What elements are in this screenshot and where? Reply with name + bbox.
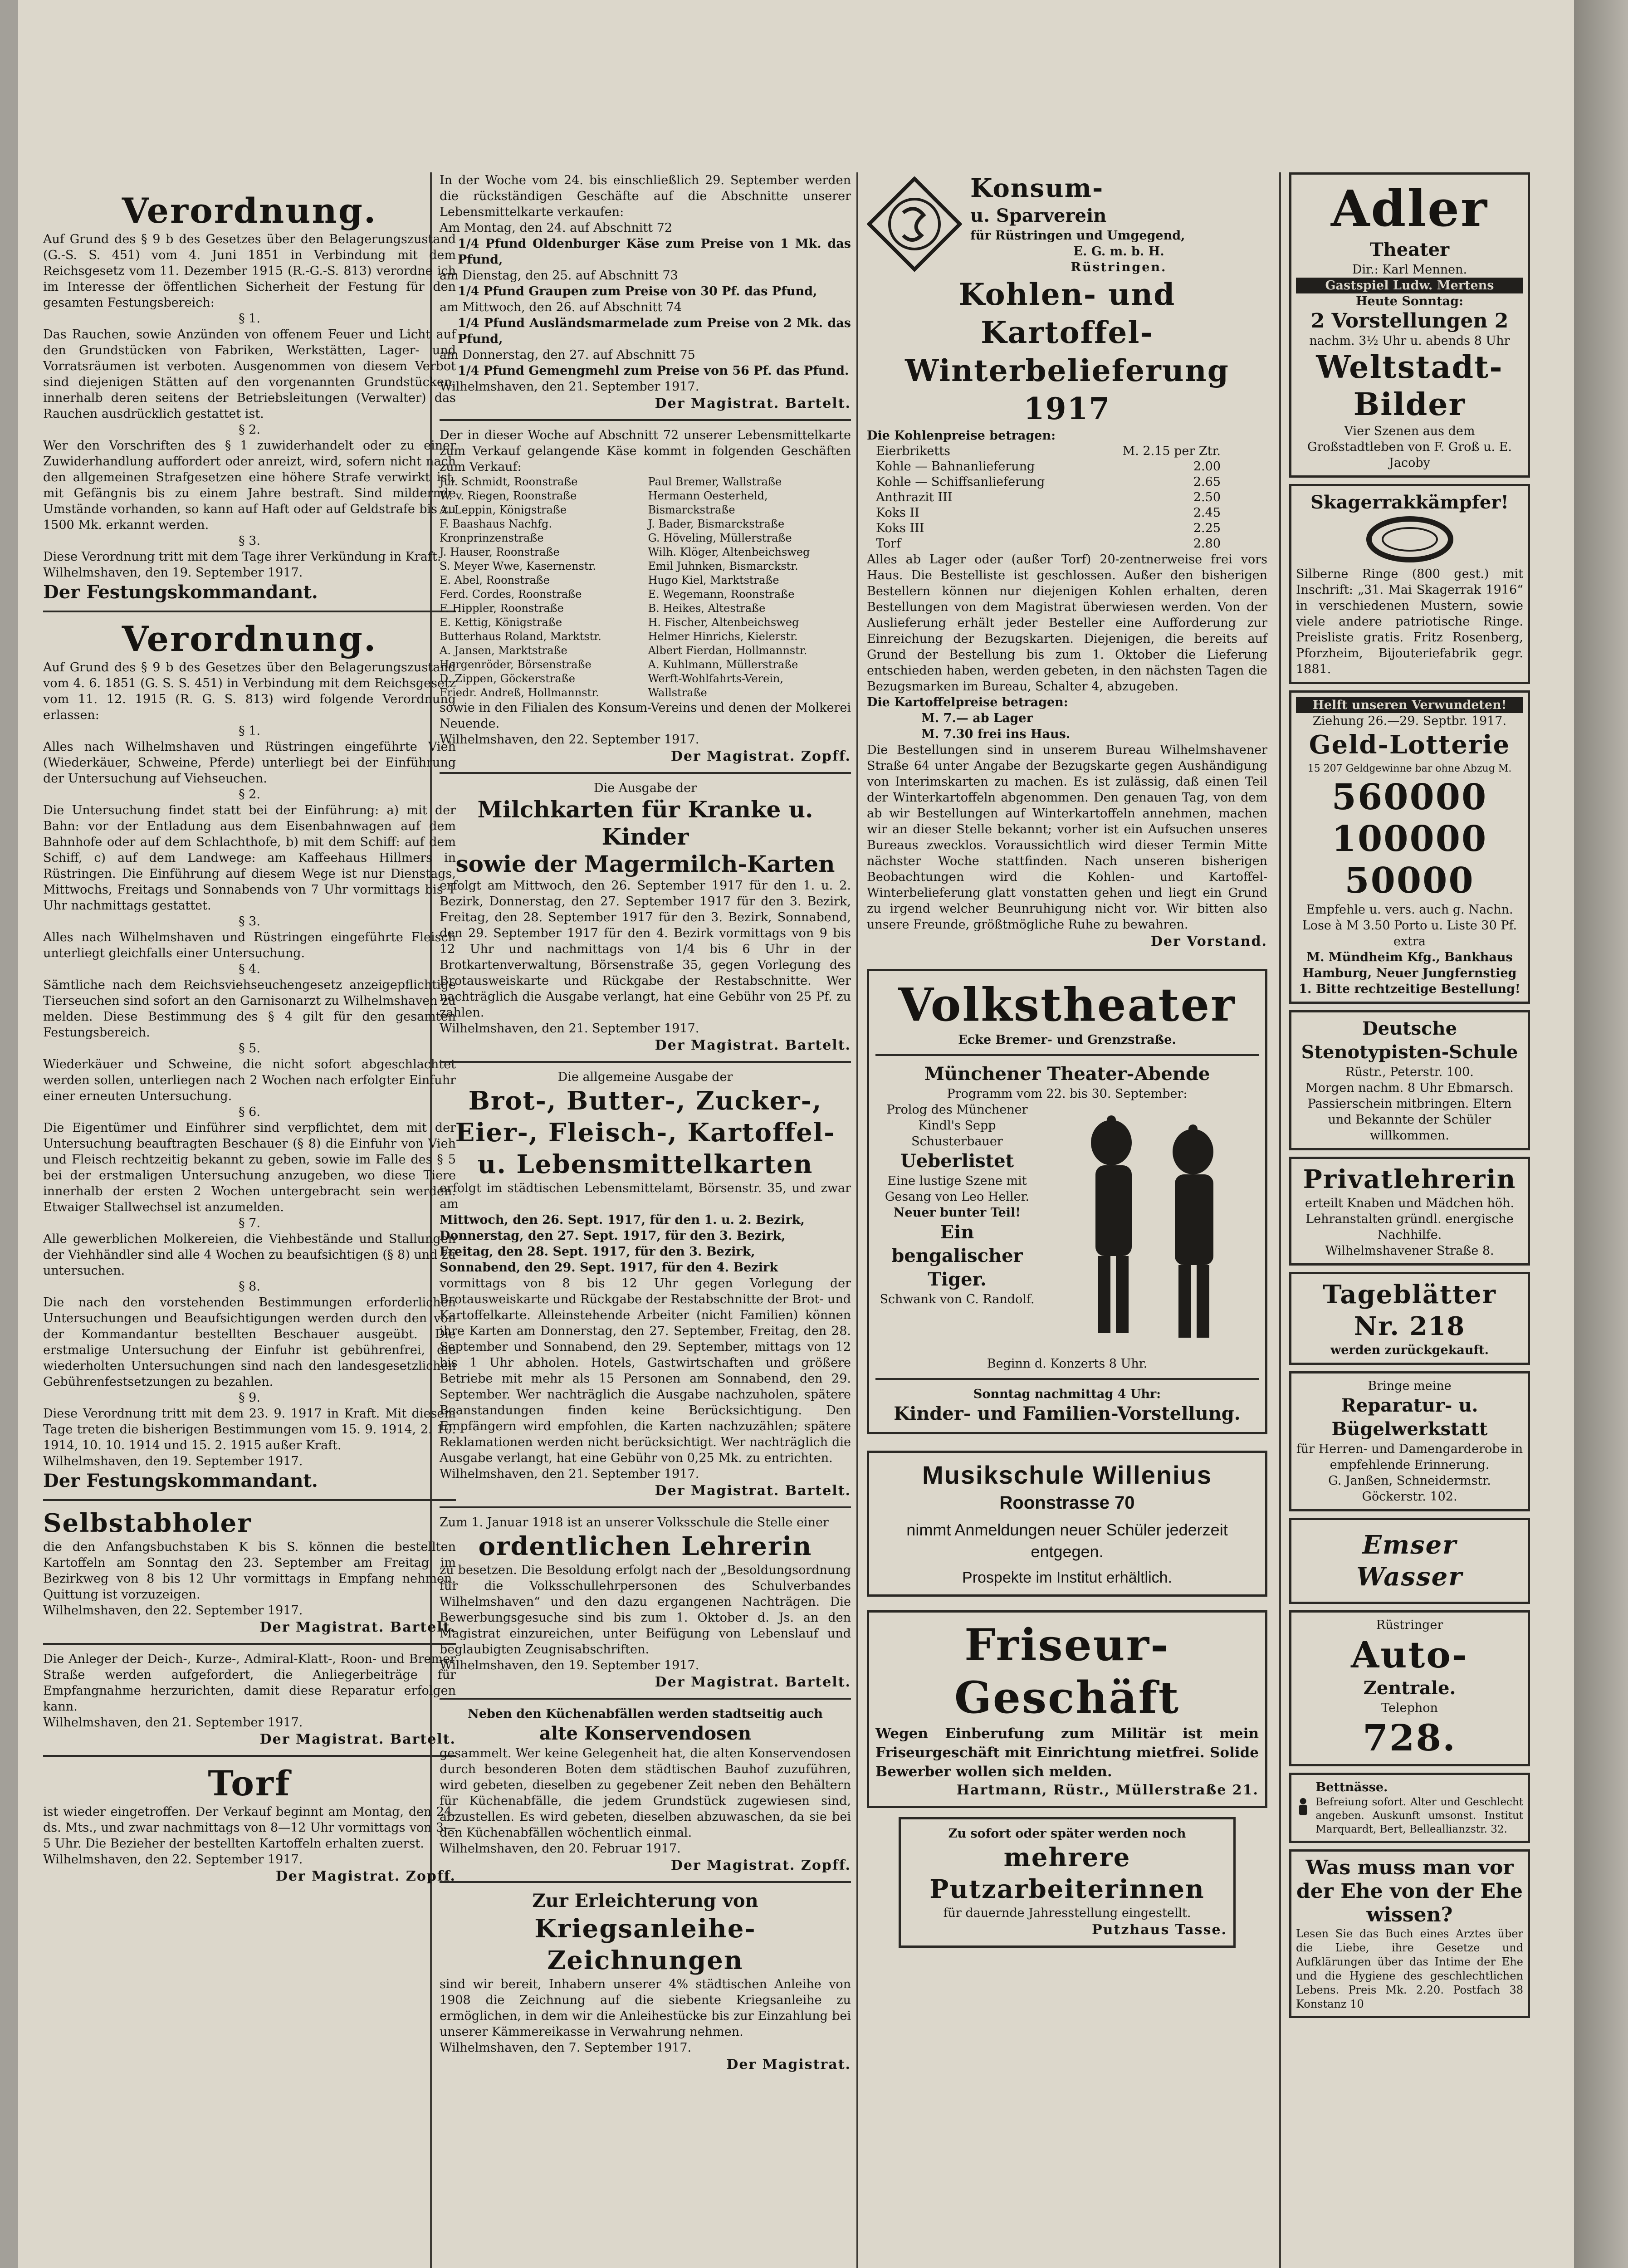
- price-item: Koks III: [876, 521, 924, 535]
- shop-list-item: Ferd. Cordes, Roonstraße: [440, 588, 582, 601]
- date-line: Wilhelmshaven, den 21. September 1917.: [440, 1467, 699, 1481]
- shop-list-item: W. v. Riegen, Roonstraße: [440, 489, 577, 502]
- kaese-rows: [440, 220, 851, 379]
- signature: Der Magistrat. Zopff.: [670, 748, 851, 764]
- adler-title: Adler: [1331, 179, 1488, 238]
- shop-list-item: F. Hippler, Roonstraße: [440, 602, 564, 615]
- musikschule-ad: [867, 1451, 1267, 1597]
- paragraph-marker: § 3.: [239, 914, 260, 929]
- signature: Der Magistrat. Bartelt.: [655, 396, 851, 411]
- kohlen-text: Alles ab Lager oder (außer Torf) 20-zentnerweise frei vors Haus. Die Bestelliste ist geschlossen. Außer den bisherigen Bestellern können nur diejenigen Kohlen erhalten, deren Bestellungen von dem Magistrat überwiesen werden. Von der Auslieferung erhält jeder Besteller eine Aufforderung zur Einreichung der Bezugskarten. Diejenigen, die bereits auf Grund der Bestellung bis zum 1. Oktober die Lieferung entschieden haben, werden gebeten, in den nächsten Tagen die Bezugsmarken im Bureau, Schalter 4, abzugeben.: [867, 552, 1267, 694]
- price-value: 2.65: [1193, 475, 1221, 489]
- separator: [43, 1643, 456, 1645]
- auto-sub: Zentrale.: [1363, 1677, 1456, 1699]
- shop-list-item: Hergenröder, Börsenstraße: [440, 658, 592, 671]
- lot-amount: 560000: [1331, 777, 1488, 818]
- verordnung-1-text: Wer den Vorschriften des § 1 zuwiderhandelt oder zu einer Zuwiderhandlung auffordert oder anreizt, wird, sofern nicht nach den allgemeinen Strafgesetzen eine höhere Strafe verwirkt ist, mit Gefängnis bis zu einem Jahre bestraft. Sind mildernde Umstände vorhanden, so kann auf Haft oder auf Geldstrafe bis zu 1500 Mk. erkannt werden.: [43, 439, 456, 532]
- lot-sig: M. Mündheim Kfg., Bankhaus Hamburg, Neuer Jungfernstieg 1. Bitte rechtzeitige Bestellung!: [1299, 950, 1520, 996]
- adler-vorst: 2 Vorstellungen 2: [1310, 309, 1509, 332]
- tage-sub: werden zurückgekauft.: [1330, 1343, 1489, 1357]
- verordnung-2-text: Diese Verordnung tritt mit dem 23. 9. 1917 in Kraft. Mit diesem Tage treten die bisherigen Bestimmungen vom 15. 9. 1914, 2. 10. 1914, 10. 10. 1914 und 15. 2. 1915 außer Kraft.: [43, 1407, 456, 1452]
- price-value: 2.45: [1193, 506, 1221, 520]
- kaese-row: am Dienstag, den 25. auf Abschnitt 73: [440, 269, 678, 283]
- adler-sonntag: Heute Sonntag:: [1356, 294, 1463, 308]
- brot-days: [440, 1212, 851, 1276]
- shop-list-item: Wallstraße: [648, 686, 707, 699]
- price-value: 2.25: [1193, 521, 1221, 535]
- lotterie-ad: [1289, 690, 1530, 1004]
- konsum-title: u. Sparverein: [970, 205, 1107, 226]
- shop-list-item: Jul. Schmidt, Roonstraße: [440, 475, 578, 488]
- lot-amount: 100000: [1331, 818, 1488, 860]
- vt-body: [875, 1102, 1259, 1356]
- milch-title: sowie der Magermilch-Karten: [455, 850, 835, 877]
- kart-price: M. 7.— ab Lager: [921, 711, 1033, 725]
- shop-list-item: E. Abel, Roonstraße: [440, 574, 550, 587]
- adler-piece: Weltstadt-Bilder: [1316, 349, 1503, 423]
- pz-pre: Zu sofort oder später werden noch: [948, 1827, 1186, 1841]
- priv-addr: Wilhelmshavener Straße 8.: [1325, 1244, 1494, 1258]
- date-line: Wilhelmshaven, den 22. September 1917.: [440, 733, 699, 747]
- price-row: [876, 459, 1221, 474]
- verordnung-2-text: Alles nach Wilhelmshaven und Rüstringen eingeführte Fleisch unterliegt gleichfalls einer Untersuchung.: [43, 930, 456, 960]
- emser-wasser-ad: [1289, 1518, 1530, 1604]
- kaese-row: Am Montag, den 24. auf Abschnitt 72: [440, 221, 672, 235]
- ms-foot: Prospekte im Institut erhältlich.: [962, 1569, 1172, 1586]
- pz-text: für dauernde Jahresstellung eingestellt.: [943, 1906, 1191, 1920]
- signature: Der Magistrat. Bartelt.: [655, 1483, 851, 1499]
- sk-title: Skagerrakkämpfer!: [1310, 492, 1509, 513]
- price-value: 2.50: [1193, 490, 1221, 504]
- shop-list: [440, 475, 851, 700]
- ms-title: Musikschule Willenius: [922, 1461, 1212, 1489]
- paragraph-marker: § 2.: [239, 787, 260, 802]
- shop-list-item: Werft-Wohlfahrts-Verein,: [648, 672, 784, 685]
- shop-list-item: Albert Fierdan, Hollmannstr.: [648, 644, 807, 657]
- paragraph-marker: § 6.: [239, 1105, 260, 1119]
- column-1: [43, 172, 456, 1886]
- vt-sunday: Sonntag nachmittag 4 Uhr:: [973, 1387, 1161, 1401]
- emser-line: Emser: [1362, 1530, 1457, 1560]
- shop-list-item: Friedr. Andreß, Hollmannstr.: [440, 686, 599, 699]
- verordnung-2-intro: Auf Grund des § 9 b des Gesetzes über den Belagerungszustand vom 4. 6. 1851 (G. S. S. 451) in Verbindung mit dem Reichsgesetz vom 11. 12. 1915 (R. G. S. 813) wird folgende Verordnung erlassen:: [43, 660, 456, 722]
- kaese-row: 1/4 Pfund Gemengmehl zum Preise von 56 Pf. das Pfund.: [458, 364, 849, 378]
- vt-piece2-sub: Schwank von C. Randolf.: [880, 1292, 1035, 1306]
- signature: Der Magistrat. Bartelt.: [655, 1674, 851, 1690]
- list-tail: sowie in den Filialen des Konsum-Vereins und denen der Molkerei Neuende.: [440, 701, 851, 731]
- brot-day: Freitag, den 28. Sept. 1917, für den 3. Bezirk,: [440, 1245, 755, 1259]
- selbstabholer-title: Selbstabholer: [43, 1508, 252, 1538]
- milch-pre: Die Ausgabe der: [594, 781, 697, 795]
- auto-title: Auto-: [1351, 1633, 1468, 1676]
- vt-piece1: Ueberlistet: [900, 1150, 1014, 1172]
- separator: [440, 772, 851, 774]
- shop-list-item: Paul Bremer, Wallstraße: [648, 475, 782, 488]
- shop-list-item: F. Baashaus Nachfg.: [440, 518, 552, 530]
- lot-head: Helft unseren Verwundeten!: [1296, 697, 1523, 713]
- separator: [440, 1061, 851, 1063]
- konsum-city: Rüstringen.: [1071, 260, 1167, 274]
- paragraph-marker: § 9.: [239, 1391, 260, 1405]
- konsum-title: Konsum-: [970, 173, 1104, 203]
- vt-sub: Münchener Theater-Abende: [924, 1063, 1210, 1085]
- milch-title: Milchkarten für Kranke u. Kinder: [477, 796, 813, 850]
- verordnung-1-text: Diese Verordnung tritt mit dem Tage ihrer Verkündung in Kraft.: [43, 550, 441, 564]
- fr-sig: Hartmann, Rüstr., Müllerstraße 21.: [956, 1782, 1259, 1798]
- verordnung-2-text: Alle gewerblichen Molkereien, die Viehbestände und Stallungen der Viehhändler sind alle 4 Wochen zu beaufsichtigen (§ 8) und zu untersuchen.: [43, 1232, 456, 1278]
- paragraph-marker: § 7.: [239, 1216, 260, 1230]
- putz-ad: [899, 1817, 1236, 1948]
- steno-title: Stenotypisten-Schule: [1301, 1041, 1518, 1063]
- ring-icon: [1364, 514, 1455, 564]
- kaese-row: 1/4 Pfund Oldenburger Käse zum Preise von 1 Mk. das Pfund,: [458, 237, 851, 267]
- signature: Der Festungskommandant.: [43, 582, 318, 603]
- verordnung-2-text: Die nach den vorstehenden Bestimmungen erforderlichen Untersuchungen und Beaufsichtigungen werden durch den von der Kommandantur bestellten Beschauer ausgeübt. Die erstmalige Untersuchung der Einfuhr ist gebührenfrei, die wiederholten Untersuchungen sind nach den landesgesetzlichen Gebührenfestsetzungen zu bezahlen.: [43, 1295, 456, 1389]
- price-row: [876, 521, 1221, 536]
- konsum-header: [867, 172, 1267, 275]
- tage-nr: Nr. 218: [1354, 1311, 1466, 1341]
- shop-list-item: G. Höveling, Müllerstraße: [648, 532, 792, 544]
- vt-piece1-sub: Eine lustige Szene mit Gesang von Leo Heller.: [885, 1174, 1030, 1204]
- brot-day: Mittwoch, den 26. Sept. 1917, für den 1. u. 2. Bezirk,: [440, 1213, 805, 1227]
- wm-title: Was muss man vor der Ehe von der Ehe wissen?: [1296, 1856, 1523, 1926]
- shop-list-item: Kronprinzenstraße: [440, 532, 544, 544]
- shop-list-item: Bismarckstraße: [648, 503, 735, 516]
- date-line: Wilhelmshaven, den 22. September 1917.: [43, 1603, 303, 1618]
- privatlehrerin-ad: [1289, 1157, 1530, 1266]
- separator: [43, 1755, 456, 1757]
- auto-num: 728.: [1363, 1716, 1457, 1759]
- separator: [43, 1499, 456, 1501]
- separator: [875, 1378, 1259, 1380]
- auto-zentrale-ad: [1289, 1610, 1530, 1766]
- paragraph-marker: § 1.: [239, 724, 260, 738]
- selbstabholer-text: die den Anfangsbuchstaben K bis S. können die bestellten Kartoffeln am Sonntag den 23. September am Freitag im Bezirkweg von 8 bis 12 Uhr vormittags in Empfang nehmen. Quittung ist vorzuzeigen.: [43, 1540, 456, 1602]
- signature: Der Magistrat.: [726, 2057, 851, 2072]
- shop-list-item: Wilh. Klöger, Altenbeichsweg: [648, 546, 810, 558]
- rep-sig: G. Janßen, Schneidermstr. Göckerstr. 102.: [1328, 1474, 1491, 1504]
- pz-title: mehrere Putzarbeiterinnen: [929, 1843, 1205, 1904]
- steno-title: Deutsche: [1362, 1018, 1457, 1039]
- lot-title: Geld-Lotterie: [1309, 730, 1511, 760]
- paragraph-marker: § 5.: [239, 1041, 260, 1056]
- signature: Der Festungskommandant.: [43, 1470, 318, 1491]
- shop-list-item: H. Fischer, Altenbeichsweg: [648, 616, 799, 629]
- ms-text: nimmt Anmeldungen neuer Schüler jederzeit entgegen.: [906, 1520, 1228, 1561]
- shop-list-item: Helmer Hinrichs, Kielerstr.: [648, 630, 798, 643]
- paragraph-marker: § 4.: [239, 962, 260, 976]
- brot-day: Donnerstag, den 27. Sept. 1917, für den 3. Bezirk,: [440, 1229, 786, 1243]
- price-row: [876, 490, 1221, 505]
- anleger-text: Die Anleger der Deich-, Kurze-, Admiral-Klatt-, Roon- und Bremer Straße werden aufgefordert, die Anliegerbeiträge für Empfangnahme herzurichten, damit diese Reparatur erfolgen kann.: [43, 1652, 456, 1714]
- sk-text: Silberne Ringe (800 gest.) mit Inschrift: „31. Mai Skagerrak 1916“ in verschiedenen Mustern, sowie viele andere patriotische Ringe. Preisliste gratis. Fritz Rosenberg, Pforzheim, Bijouteriefabrik gegr. 1881.: [1296, 567, 1523, 676]
- ms-addr: Roonstrasse 70: [999, 1493, 1135, 1513]
- column-rule: [1279, 172, 1281, 2268]
- page-edge-shadow: [1574, 0, 1628, 2268]
- shop-list-item: A. Kuhlmann, Müllerstraße: [648, 658, 798, 671]
- price-table: [876, 444, 1221, 552]
- signature: Der Magistrat. Bartelt.: [655, 1037, 851, 1053]
- kaese-row: 1/4 Pfund Ausländsmarmelade zum Preise von 2 Mk. das Pfund,: [458, 316, 851, 346]
- paragraph-marker: § 2.: [239, 423, 260, 437]
- kaese-row: 1/4 Pfund Graupen zum Preise von 30 Pf. das Pfund,: [458, 284, 817, 298]
- price-row: [876, 505, 1221, 521]
- list-head: Der in dieser Woche auf Abschnitt 72 unserer Lebensmittelkarte zum Verkauf gelangende Käse kommt in folgenden Geschäften zum Verkauf:: [440, 428, 851, 474]
- priv-text: erteilt Knaben und Mädchen höh. Lehranstalten gründl. energische Nachhilfe.: [1305, 1196, 1515, 1242]
- adler-gast: Gastspiel Ludw. Mertens: [1296, 278, 1523, 293]
- shop-list-item: B. Heikes, Altestraße: [648, 602, 766, 615]
- tageblaetter-ad: [1289, 1272, 1530, 1365]
- signature: Der Magistrat. Bartelt.: [259, 1731, 456, 1747]
- priv-title: Privatlehrerin: [1303, 1164, 1516, 1194]
- konserven-text: gesammelt. Wer keine Gelegenheit hat, die alten Konservendosen durch besonderen Boten dem städtischen Bauhof zuzuführen, wird gebeten, dieselben zu gegebener Zeit neben den Behältern für Küchenabfälle, die jedem Grundstück zugewiesen sind, abzustellen. Es wird gebeten, dieselben abzuwaschen, da sie bei den Küchenabfällen wöchentlich einmal.: [440, 1746, 851, 1840]
- shop-list-item: Emil Juhnken, Bismarckstr.: [648, 560, 798, 572]
- kaese-row: am Donnerstag, den 27. auf Abschnitt 75: [440, 348, 695, 362]
- verordnung-2-text: Die Untersuchung findet statt bei der Einführung: a) mit der Bahn: vor der Entladung aus dem Eisenbahnwagen auf dem Bahnhofe oder auf dem Schlachthofe, b) mit dem Schiff: auf dem Schiff, c) auf dem Landwege: am Kaffeehaus Hillmers in Rüstringen. Die Einführung auf diesem Wege ist nur Dienstags, Mittwochs, Freitags und Sonnabends von 7 Uhr vormittags bis 1 Uhr nachmittags gestattet.: [43, 803, 456, 913]
- shop-list-item: A. Leppin, Königstraße: [440, 503, 567, 516]
- brot-title: Brot-, Butter-, Zucker-, Eier-, Fleisch-, Kartoffel- u. Lebensmittelkarten: [455, 1086, 836, 1179]
- konserven-pre: Neben den Küchenabfällen werden stadtseitig auch: [468, 1707, 823, 1721]
- verordnung-2-text: Die Eigentümer und Einführer sind verpflichtet, dem mit der Untersuchung beauftragten Beschauer (§ 8) die Einfuhr von Vieh und Fleisch rechtzeitig bekannt zu geben, sowie im Falle des § 5 bei der erstmaligen Untersuchung anzugeben, wo diese Tiere innerhalb der ersten 2 Wochen untergebracht sein werden. Etwaiger Stallwechsel ist anzumelden.: [43, 1121, 456, 1214]
- lot-zieh: Ziehung 26.—29. Septbr. 1917.: [1312, 714, 1507, 728]
- fr-title: Friseur-Geschäft: [954, 1619, 1180, 1723]
- konsum-egmbh: E. G. m. b. H.: [1073, 244, 1164, 259]
- reparatur-ad: [1289, 1371, 1530, 1511]
- vt-new: Neuer bunter Teil!: [893, 1206, 1021, 1220]
- steno-text: Morgen nachm. 8 Uhr Ebmarsch. Passierschein mitbringen. Eltern und Bekannte der Schüler willkommen.: [1305, 1081, 1514, 1143]
- shop-list-item: J. Hauser, Roonstraße: [440, 546, 560, 558]
- verordnung-1-text: Das Rauchen, sowie Anzünden von offenem Feuer und Licht auf den Grundstücken von Fabriken, Werkstätten, Lager- und Vorratsräumen ist verboten. Ausgenommen von diesem Verbot sind diejenigen Stätten auf den vorgenannten Grundstücken, innerhalb deren seitens der Betriebsleitungen (Verwalter) das Rauchen ausdrücklich gestattet ist.: [43, 327, 456, 421]
- adler-dir: Dir.: Karl Mennen.: [1352, 263, 1467, 277]
- separator: [440, 1698, 851, 1700]
- kohlen-title: Kohlen- und Kartoffel-: [958, 277, 1176, 350]
- date-line: Wilhelmshaven, den 19. September 1917.: [43, 1454, 303, 1468]
- friseur-ad: [867, 1610, 1267, 1808]
- konsum-sub: für Rüstringen und Umgegend,: [970, 229, 1185, 243]
- fr-text: Wegen Einberufung zum Militär ist mein Friseurgeschäft mit Einrichtung mietfrei. Solide Bewerber wollen sich melden.: [875, 1725, 1259, 1780]
- vt-piece2: Ein bengalischer Tiger.: [891, 1222, 1023, 1290]
- vt-prolog: Prolog des Münchener Kindl's Sepp Schusterbauer: [886, 1103, 1028, 1149]
- volkstheater-ad: [867, 969, 1267, 1434]
- two-policemen-illustration-icon: [1043, 1102, 1256, 1356]
- date-line: Wilhelmshaven, den 21. September 1917.: [43, 1716, 303, 1730]
- date-line: Wilhelmshaven, den 22. September 1917.: [43, 1853, 303, 1867]
- lehrer-pre: Zum 1. Januar 1918 ist an unserer Volksschule die Stelle einer: [440, 1515, 829, 1530]
- auto-pre: Rüstringer: [1376, 1618, 1443, 1632]
- paragraph-marker: § 8.: [239, 1280, 260, 1294]
- separator: [440, 419, 851, 421]
- separator: [440, 1506, 851, 1508]
- auto-tel: Telephon: [1381, 1701, 1438, 1715]
- price-value: M. 2.15 per Ztr.: [1122, 444, 1221, 458]
- kaese-row: am Mittwoch, den 26. auf Abschnitt 74: [440, 300, 682, 314]
- torf-text: ist wieder eingetroffen. Der Verkauf beginnt am Montag, den 24. ds. Mts., und zwar nachmittags von 8—12 Uhr vormittags von 3—5 Uhr. Die Bezieher der bestellten Kartoffeln erhalten zuerst.: [43, 1805, 456, 1851]
- konserven-title: alte Konservendosen: [539, 1723, 752, 1744]
- signature: Der Magistrat. Zopff.: [275, 1868, 456, 1884]
- kart-price: M. 7.30 frei ins Haus.: [921, 727, 1071, 741]
- verordnung-2-text: Alles nach Wilhelmshaven und Rüstringen eingeführte Vieh (Wiederkäuer, Schweine, Pferde) unterliegt bei der Einführung der Untersuchung auf Viehseuchen.: [43, 740, 456, 786]
- adler-piece-sub: Vier Szenen aus dem Großstadtleben von F. Groß u. E. Jacoby: [1307, 424, 1512, 470]
- price-value: 2.80: [1193, 537, 1221, 551]
- separator: [875, 1054, 1259, 1056]
- milch-text: erfolgt am Mittwoch, den 26. September 1917 für den 1. u. 2. Bezirk, Donnerstag, den 27. September 1917 für den 3. Bezirk, Freitag, den 28. September 1917 für den 3. Bezirk, Sonnabend, den 29. September 1917 für den 4. Bezirk vormittags von 9 bis 12 Uhr und nachmittags von 1/4 bis 6 Uhr in der Brotkartenverwaltung, Börsenstraße 35, gegen Vorlegung des Brotausweiskarte und Rückgabe der Restabschnitte. Wer nachträglich die Ausgabe verlangt, hat eine Gebühr von 25 Pf. zu zahlen.: [440, 879, 851, 1020]
- vt-prog: Programm vom 22. bis 30. September:: [947, 1087, 1188, 1101]
- kriegs-pre: Zur Erleichterung von: [532, 1890, 758, 1911]
- verordnung-2-text: Sämtliche nach dem Reichsviehseuchengesetz anzeigepflichtige Tierseuchen sind sofort an den Garnisonarzt zu Wilhelmshaven zu melden. Diese Bestimmung des § 4 gilt für den gesamten Festungsbereich.: [43, 978, 456, 1040]
- price-item: Kohle — Schiffsanlieferung: [876, 475, 1045, 489]
- kriegs-title: Kriegsanleihe-Zeichnungen: [534, 1914, 756, 1975]
- kart-text: Die Bestellungen sind in unserem Bureau Wilhelmshavener Straße 64 unter Angabe der Bezugskarte gegen Aushändigung von Interimskarten zu machen. Es ist zulässig, daß einen Teil der Winterkartoffeln abgenommen. Den genauen Tag, von dem ab wir Bestellungen auf Winterkartoffeln annehmen, machen wir an dieser Stelle bekannt; vorher ist ein Aufsuchen unseres Bureaus zwecklos. Voraussichtlich wird dieser Termin Mitte nächster Woche stattfinden. Nach unseren bisherigen Beobachtungen wird die Kohlen- und Kartoffel-Winterbelieferung glatt vonstatten gehen und liegt ein Grund zu irgend welcher Beunruhigung nicht vor. Wir bitten also unsere Freunde, größtmögliche Ruhe zu bewahren.: [867, 743, 1267, 932]
- brot-pre: Die allgemeine Ausgabe der: [557, 1070, 733, 1084]
- paragraph-marker: § 1.: [239, 312, 260, 326]
- price-item: Anthrazit III: [876, 490, 953, 504]
- price-value: 2.00: [1193, 459, 1221, 474]
- price-row: [876, 444, 1221, 459]
- rep-title: Reparatur- u. Bügelwerkstatt: [1331, 1395, 1488, 1440]
- separator: [43, 611, 456, 612]
- separator: [440, 1881, 851, 1883]
- price-item: Koks II: [876, 506, 919, 520]
- rep-text: für Herren- und Damengarderobe in empfehlende Erinnerung.: [1296, 1442, 1523, 1472]
- kaese-head: In der Woche vom 24. bis einschließlich 29. September werden die rückständigen Geschäfte auf die Abschnitte unserer Lebensmittelkarte verkaufen:: [440, 173, 851, 219]
- adler-time: nachm. 3½ Uhr u. abends 8 Uhr: [1309, 334, 1510, 348]
- price-row: [876, 474, 1221, 490]
- rep-pre: Bringe meine: [1368, 1379, 1452, 1393]
- figure-icon: [1296, 1779, 1310, 1834]
- was-muss-man-ad: [1289, 1849, 1530, 2018]
- date-line: Wilhelmshaven, den 19. September 1917.: [440, 1658, 699, 1672]
- adler-sub: Theater: [1369, 239, 1450, 260]
- vt-kinder: Kinder- und Familien-Vorstellung.: [894, 1403, 1241, 1424]
- brot-text: vormittags von 8 bis 12 Uhr gegen Vorlegung der Brotausweiskarte und Rückgabe der Restabschnitte der Brot- und Kartoffelkarte. Alleinstehende Arbeiter (nicht Familien) können ihre Karten am Donnerstag, den 27. September, Freitag, den 28. September und Sonnabend, den 29. September, mittags von 12 bis 1 Uhr abholen. Hotels, Gastwirtschaften und größere Betriebe mit mehr als 15 Personen am Sonnabend, den 29. September. Wer nachträglich die Ausgabe nachzuholen, spätere Beanstandungen finden keine Berücksichtigung. Den Empfängern wird empfohlen, die Karten nachzuzählen; spätere Reklamationen werden nicht berücksichtigt. Wer nachträglich die Ausgabe verlangt, hat eine Gebühr von 0,25 Mk. zu entrichten.: [440, 1276, 851, 1465]
- shop-list-item: Hermann Oesterheld,: [648, 489, 768, 502]
- paragraph-marker: § 3.: [239, 534, 260, 548]
- price-item: Torf: [876, 537, 901, 551]
- shop-list-item: S. Meyer Wwe, Kasernenstr.: [440, 560, 596, 572]
- shop-list-item: Hugo Kiel, Marktstraße: [648, 574, 779, 587]
- column-2: [433, 172, 857, 2074]
- vt-addr: Ecke Bremer- und Grenzstraße.: [958, 1033, 1176, 1047]
- kohlen-title: Winterbelieferung 1917: [905, 353, 1229, 426]
- wm-text: Lesen Sie das Buch eines Arztes über die Liebe, ihre Gesetze und Aufklärungen über das Intime der Ehe und die Hygiene des geschlechtlichen Lebens. Preis Mk. 2.20. Postfach 38 Konstanz 10: [1296, 1927, 1523, 2010]
- column-3: [860, 172, 1275, 1948]
- signature: Der Magistrat. Zopff.: [670, 1857, 851, 1873]
- vt-program: [875, 1102, 1039, 1356]
- lot-amount: 50000: [1344, 860, 1475, 901]
- column-4: [1284, 172, 1535, 2024]
- torf-title: Torf: [208, 1763, 291, 1804]
- verordnung-2-text: Wiederkäuer und Schweine, die nicht sofort abgeschlachtet werden sollen, unterliegen nach 2 Wochen nach erfolgter Einfuhr einer erneuten Untersuchung.: [43, 1057, 456, 1103]
- shop-list-item: D. Zippen, Göckerstraße: [440, 672, 575, 685]
- skagerrak-ad: [1289, 484, 1530, 684]
- bettnaesse-ad: [1289, 1773, 1530, 1843]
- lot-text: Empfehle u. vers. auch g. Nachn. Lose à M 3.50 Porto u. Liste 30 Pf. extra: [1302, 903, 1517, 948]
- verordnung-2-title: Verordnung.: [122, 619, 377, 659]
- date-line: Wilhelmshaven, den 7. September 1917.: [440, 2041, 692, 2055]
- kart-head: Die Kartoffelpreise betragen:: [867, 695, 1068, 709]
- kriegs-text: sind wir bereit, Inhabern unserer 4% städtischen Anleihe von 1908 die Zeichnung auf die siebente Kriegsanleihe zu ermöglichen, in dem wir die Anleihestücke bis zur Einzahlung bei unserer Kämmereikasse in Verwahrung nehmen.: [440, 1977, 851, 2039]
- verordnung-1-title: Verordnung.: [122, 191, 377, 231]
- kart-prices: [867, 710, 1267, 742]
- lehrer-text: zu besetzen. Die Besoldung erfolgt nach der „Besoldungsordnung für die Volksschullehrpersonen des Schulverbandes Wilhelmshaven“ und den dazu ergangenen Nachträgen. Die Bewerbungsgesuche sind bis zum 1. Oktober d. Js. an den Magistrat einzureichen, unter Beifügung von Lebenslauf und beglaubigten Zeugnisabschriften.: [440, 1563, 851, 1657]
- shop-list-item: E. Kettig, Königstraße: [440, 616, 562, 629]
- verordnung-1-intro: Auf Grund des § 9 b des Gesetzes über den Belagerungszustand (G.-S. S. 451) vom 4. Juni 1851 in Verbindung mit dem Reichsgesetz vom 11. Dezember 1915 (R.-G.-S. 813) verordne ich im Interesse der öffentlichen Sicherheit der Festung für den gesamten Festungsbereich:: [43, 232, 456, 310]
- price-item: Kohle — Bahnanlieferung: [876, 459, 1035, 474]
- brot-text: erfolgt im städtischen Lebensmittelamt, Börsenstr. 35, und zwar am: [440, 1181, 851, 1211]
- shop-list-item: A. Jansen, Marktstraße: [440, 644, 567, 657]
- konsum-logo-icon: [867, 176, 962, 272]
- bett-title: Bettnässe.: [1315, 1780, 1388, 1794]
- date-line: Wilhelmshaven, den 21. September 1917.: [440, 380, 699, 394]
- bett-text: Befreiung sofort. Alter und Geschlecht angeben. Auskunft umsonst. Institut Marquardt, Bert, Belleallianzstr. 32.: [1315, 1796, 1523, 1835]
- price-item: Eierbriketts: [876, 444, 950, 458]
- signature: Der Vorstand.: [1150, 934, 1267, 949]
- brot-day: Sonnabend, den 29. Sept. 1917, für den 4. Bezirk: [440, 1261, 778, 1275]
- shop-list-item: Butterhaus Roland, Marktstr.: [440, 630, 601, 643]
- price-row: [876, 536, 1221, 552]
- lot-sub: 15 207 Geldgewinne bar ohne Abzug M.: [1307, 763, 1512, 774]
- vt-title: Volkstheater: [898, 978, 1236, 1031]
- adler-ad: [1289, 172, 1530, 478]
- pz-sig: Putzhaus Tasse.: [1092, 1922, 1227, 1938]
- steno-addr: Rüstr., Peterstr. 100.: [1345, 1065, 1474, 1079]
- kohlen-head: Die Kohlenpreise betragen:: [867, 429, 1056, 443]
- shop-list-item: J. Bader, Bismarckstraße: [648, 518, 785, 530]
- lot-amounts: [1296, 777, 1523, 902]
- date-line: Wilhelmshaven, den 20. Februar 1917.: [440, 1842, 681, 1856]
- date-line: Wilhelmshaven, den 19. September 1917.: [43, 566, 303, 580]
- signature: Der Magistrat. Bartelt.: [259, 1619, 456, 1635]
- tage-title: Tageblätter: [1323, 1280, 1496, 1310]
- date-line: Wilhelmshaven, den 21. September 1917.: [440, 1022, 699, 1036]
- vt-begin: Beginn d. Konzerts 8 Uhr.: [987, 1357, 1148, 1371]
- shop-list-item: E. Wegemann, Roonstraße: [648, 588, 795, 601]
- lehrer-title: ordentlichen Lehrerin: [478, 1531, 812, 1561]
- steno-ad: [1289, 1010, 1530, 1150]
- emser-line: Wasser: [1356, 1562, 1463, 1592]
